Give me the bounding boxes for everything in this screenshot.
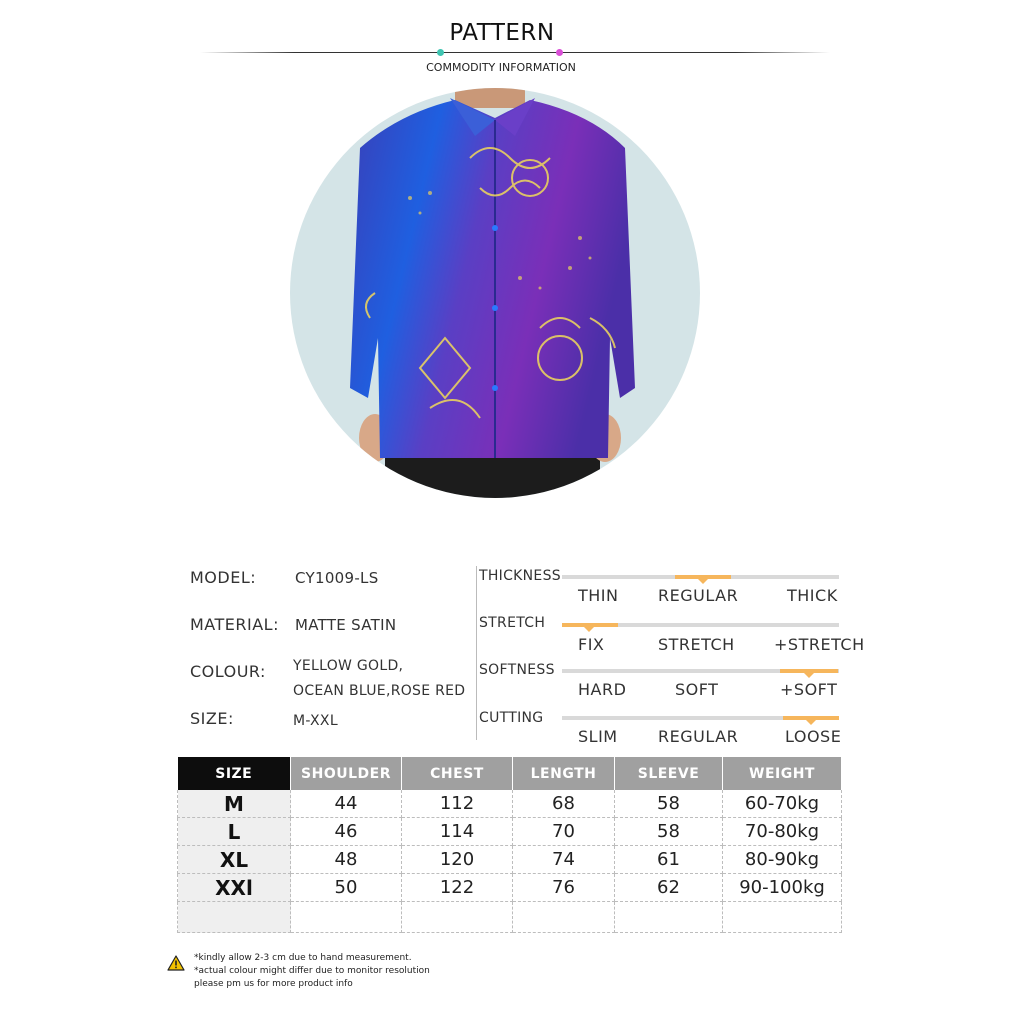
- cutting-option-regular: REGULAR: [658, 727, 739, 746]
- thickness-option-thin: THIN: [578, 586, 619, 605]
- table-row-empty: [178, 902, 842, 933]
- material-label: MATERIAL:: [190, 615, 279, 634]
- product-photo: [290, 88, 700, 498]
- cutting-label: CUTTING: [479, 710, 544, 726]
- header-size: SIZE: [178, 757, 291, 790]
- sleeve-cell: 58: [615, 790, 723, 818]
- chest-cell: 120: [402, 846, 513, 874]
- table-row: [178, 790, 842, 818]
- header-weight: WEIGHT: [723, 757, 842, 790]
- header-sleeve: SLEEVE: [615, 757, 723, 790]
- weight-cell: 70-80kg: [723, 818, 842, 846]
- length-cell: 70: [513, 818, 615, 846]
- shoulder-cell: 48: [291, 846, 402, 874]
- cutting-option-slim: SLIM: [578, 727, 618, 746]
- shoulder-cell: 44: [291, 790, 402, 818]
- header-length: LENGTH: [513, 757, 615, 790]
- size-cell: XXl: [178, 874, 291, 902]
- thickness-pointer-icon: [698, 579, 708, 584]
- table-row: [178, 818, 842, 846]
- stretch-option-fix: FIX: [578, 635, 605, 654]
- weight-cell: 60-70kg: [723, 790, 842, 818]
- colour-value-line2: OCEAN BLUE,ROSE RED: [293, 683, 466, 699]
- empty-cell: [291, 902, 402, 933]
- size-cell: M: [178, 790, 291, 818]
- length-cell: 68: [513, 790, 615, 818]
- colour-label: COLOUR:: [190, 662, 266, 681]
- empty-cell: [402, 902, 513, 933]
- table-row: [178, 846, 842, 874]
- softness-option-soft: SOFT: [675, 680, 719, 699]
- shirt-illustration: [290, 88, 700, 498]
- weight-cell: 80-90kg: [723, 846, 842, 874]
- title-divider: [200, 52, 830, 53]
- empty-cell: [513, 902, 615, 933]
- spec-divider: [476, 566, 477, 740]
- teal-dot-icon: [437, 49, 444, 56]
- chest-cell: 114: [402, 818, 513, 846]
- size-cell: L: [178, 818, 291, 846]
- header-chest: CHEST: [402, 757, 513, 790]
- weight-cell: 90-100kg: [723, 874, 842, 902]
- stretch-option-plus-stretch: +STRETCH: [774, 635, 865, 654]
- note-contact: please pm us for more product info: [194, 979, 353, 989]
- page-title: PATTERN: [449, 20, 555, 46]
- thickness-option-regular: REGULAR: [658, 586, 739, 605]
- thickness-option-thick: THICK: [787, 586, 838, 605]
- cutting-option-loose: LOOSE: [785, 727, 842, 746]
- page-subtitle: COMMODITY INFORMATION: [426, 61, 576, 74]
- model-label: MODEL:: [190, 568, 257, 587]
- empty-cell: [723, 902, 842, 933]
- shoulder-cell: 46: [291, 818, 402, 846]
- size-value: M-XXL: [293, 713, 338, 729]
- table-header-row: [178, 757, 842, 790]
- pink-dot-icon: [556, 49, 563, 56]
- chest-cell: 122: [402, 874, 513, 902]
- table-row: [178, 874, 842, 902]
- sleeve-cell: 61: [615, 846, 723, 874]
- stretch-pointer-icon: [584, 627, 594, 632]
- size-cell: XL: [178, 846, 291, 874]
- chest-cell: 112: [402, 790, 513, 818]
- note-measurement: *kindly allow 2-3 cm due to hand measurement.: [194, 953, 412, 963]
- shoulder-cell: 50: [291, 874, 402, 902]
- empty-cell: [178, 902, 291, 933]
- size-label: SIZE:: [190, 709, 234, 728]
- softness-option-plus-soft: +SOFT: [780, 680, 838, 699]
- colour-value-line1: YELLOW GOLD,: [293, 658, 404, 674]
- length-cell: 76: [513, 874, 615, 902]
- note-colour: *actual colour might differ due to monitor resolution: [194, 966, 430, 976]
- model-value: CY1009-LS: [295, 569, 379, 587]
- softness-pointer-icon: [804, 673, 814, 678]
- header-shoulder: SHOULDER: [291, 757, 402, 790]
- size-table: [177, 757, 842, 933]
- softness-option-hard: HARD: [578, 680, 627, 699]
- empty-cell: [615, 902, 723, 933]
- thickness-label: THICKNESS: [479, 568, 561, 584]
- softness-label: SOFTNESS: [479, 662, 555, 678]
- sleeve-cell: 62: [615, 874, 723, 902]
- material-value: MATTE SATIN: [295, 616, 397, 634]
- sleeve-cell: 58: [615, 818, 723, 846]
- stretch-option-stretch: STRETCH: [658, 635, 735, 654]
- cutting-pointer-icon: [806, 720, 816, 725]
- stretch-label: STRETCH: [479, 615, 546, 631]
- length-cell: 74: [513, 846, 615, 874]
- warning-icon: [167, 955, 185, 971]
